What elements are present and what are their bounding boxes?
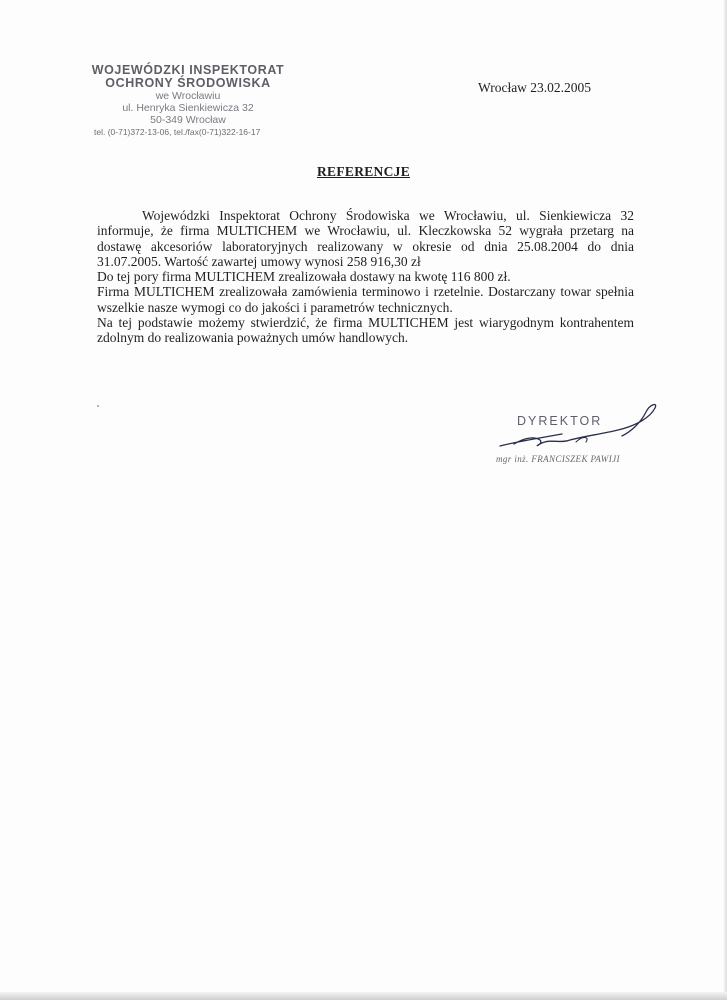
document-title: REFERENCJE xyxy=(316,164,410,179)
paragraph-4: Na tej podstawie możemy stwierdzić, że firma MULTICHEM jest wiarygodnym kontrahentem zdolnym do realizowania poważnych umów handlowych. xyxy=(97,315,634,346)
document-date: Wrocław 23.02.2005 xyxy=(478,80,592,95)
signatory-name: mgr inż. FRANCISZEK PAWIJI xyxy=(496,454,620,464)
page-bottom-edge xyxy=(0,992,727,1000)
page-edge-shadow xyxy=(723,0,727,1000)
institution-stamp xyxy=(88,64,288,138)
paragraph-3: Firma MULTICHEM zrealizowała zamówienia terminowo i rzetelnie. Dostarczany towar spełnia wszelkie nasze wymogi co do jakości i parametrów technicznych. xyxy=(97,284,634,315)
stamp-line-2: OCHRONY ŚRODOWISKA xyxy=(105,76,271,90)
paragraph-2: Do tej pory firma MULTICHEM zrealizowała dostawy na kwotę 116 800 zł. xyxy=(97,269,511,285)
signature-stamp xyxy=(490,400,670,475)
paragraph-1: Wojewódzki Inspektorat Ochrony Środowiska we Wrocławiu, ul. Sienkiewicza 32 informuje, że firma MULTICHEM we Wrocławiu, ul. Kleczkowska 52 wygrała przetarg na dostawę akcesoriów laboratoryjnych realizowany w okresie od dnia 25.08.2004 do dnia 31.07.2005. Wartość zawartej umowy wynosi 258 916,30 zł xyxy=(97,208,634,269)
signature-title: DYREKTOR xyxy=(517,414,603,428)
stamp-line-6: tel. (0-71)372-13-06, tel./fax(0-71)322-16-17 xyxy=(94,127,261,137)
stamp-line-5: 50-349 Wrocław xyxy=(150,114,226,126)
stamp-line-3: we Wrocławiu xyxy=(155,90,221,102)
document-title-row xyxy=(0,163,727,181)
stamp-line-4: ul. Henryka Sienkiewicza 32 xyxy=(122,102,254,114)
speck xyxy=(97,405,99,407)
document-body xyxy=(97,208,634,346)
stamp-line-1: WOJEWÓDZKI INSPEKTORAT xyxy=(91,63,285,77)
